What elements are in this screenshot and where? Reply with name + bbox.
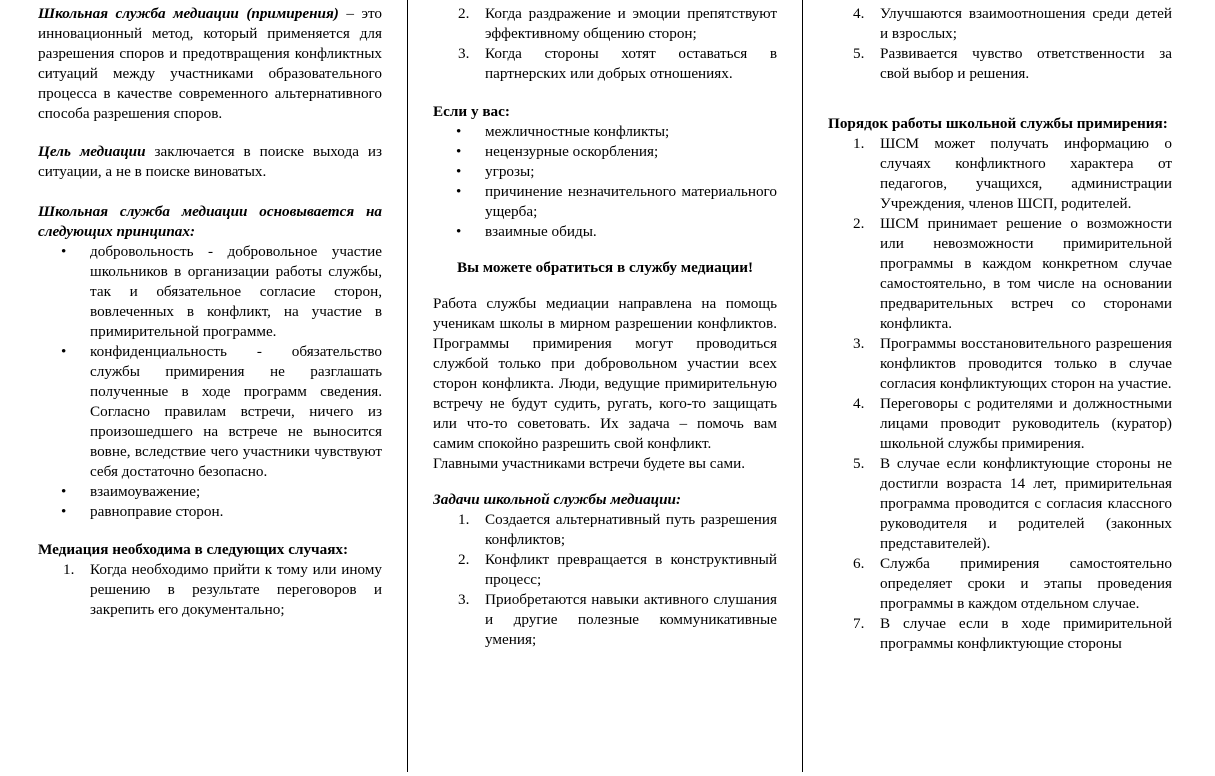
- cases-heading: Медиация необходима в следующих случаях:: [38, 541, 349, 558]
- if-item: [433, 142, 777, 162]
- list-number: 3.: [458, 45, 470, 62]
- list-item-text: конфиденциальность - обязательство службы примирения не разглашать полученные в ходе программ сведения. Согласно правилам встречи, ничего из произошедшего на встрече не выносится вовне, вследствие чего участники чувствуют себя достаточно безопасно.: [90, 343, 382, 480]
- list-item-text: добровольность - добровольное участие школьников в организации работы службы, так и обязательное согласие сторон, вовлеченных в конфликт, на участие в примирительной программе.: [90, 243, 382, 340]
- list-item-text: Когда стороны хотят оставаться в партнерских или добрых отношениях.: [485, 45, 777, 82]
- if-item: [433, 122, 777, 142]
- principle-item: [38, 502, 382, 522]
- bullet-marker: •: [456, 123, 462, 140]
- principles-list: [38, 242, 382, 522]
- list-item-text: Программы восстановительного разрешения конфликтов проводится только в случае согласия конфликтующих сторон на участие.: [880, 335, 1172, 392]
- bullet-marker: •: [456, 143, 462, 160]
- order-item: [828, 334, 1172, 394]
- cases-list-part-2: [433, 4, 777, 84]
- contact-heading: Вы можете обратиться в службу медиации!: [456, 259, 754, 276]
- intro-term: Школьная служба медиации (примирения): [38, 5, 339, 22]
- list-item-text: Улучшаются взаимоотношения среди детей и взрослых;: [880, 5, 1172, 42]
- principle-item: [38, 242, 382, 342]
- if-item: [433, 162, 777, 182]
- case-item: [38, 560, 382, 620]
- intro-text: это инновационный метод, который применяется для разрешения споров и предотвращения конфликтных ситуаций между участниками образовательного процесса в качестве современного альтернативного способа разрешения споров.: [38, 5, 382, 122]
- list-item-text: Создается альтернативный путь разрешения конфликтов;: [485, 511, 777, 548]
- order-heading: Порядок работы школьной службы примирения:: [828, 115, 1168, 132]
- goal-paragraph: [38, 142, 382, 182]
- list-item-text: Служба примирения самостоятельно определяет сроки и этапы проведения программы в каждом отдельном случае.: [880, 555, 1172, 612]
- list-number: 1.: [63, 561, 75, 578]
- list-item-text: В случае если в ходе примирительной программы конфликтующие стороны: [880, 615, 1172, 652]
- principle-item: [38, 342, 382, 482]
- bullet-marker: •: [456, 223, 462, 240]
- bullet-marker: •: [456, 163, 462, 180]
- goal-text: заключается в поиске выхода из ситуации, а не в поиске виноватых.: [38, 143, 382, 180]
- task-item: [433, 590, 777, 650]
- if-item: [433, 222, 777, 242]
- list-number: 1.: [853, 135, 865, 152]
- list-number: 6.: [853, 555, 865, 572]
- list-number: 3.: [458, 591, 470, 608]
- list-number: 3.: [853, 335, 865, 352]
- list-item-text: причинение незначительного материального ущерба;: [485, 183, 777, 220]
- list-item-text: Приобретаются навыки активного слушания и другие полезные коммуникативные умения;: [485, 591, 777, 648]
- intro-paragraph: [38, 4, 382, 124]
- list-item-text: Развивается чувство ответственности за свой выбор и решения.: [880, 45, 1172, 82]
- task-item: [828, 4, 1172, 44]
- list-item-text: взаимные обиды.: [485, 223, 597, 240]
- case-item: [433, 44, 777, 84]
- tasks-list-part-2: [828, 4, 1172, 84]
- list-number: 1.: [458, 511, 470, 528]
- principles-heading: Школьная служба медиации основывается на следующих принципах:: [38, 203, 382, 240]
- task-item: [828, 44, 1172, 84]
- list-number: 4.: [853, 5, 865, 22]
- bullet-marker: •: [61, 343, 67, 360]
- list-number: 2.: [853, 215, 865, 232]
- list-item-text: ШСМ может получать информацию о случаях конфликтного характера от педагогов, учащихся, администрации Учреждения, членов ШСП, родителей.: [880, 135, 1172, 212]
- task-item: [433, 550, 777, 590]
- principle-item: [38, 482, 382, 502]
- list-item-text: угрозы;: [485, 163, 535, 180]
- cases-list-part-1: [38, 560, 382, 620]
- bullet-marker: •: [456, 183, 462, 200]
- brochure-column-2: [433, 0, 777, 776]
- list-number: 2.: [458, 551, 470, 568]
- list-number: 5.: [853, 455, 865, 472]
- if-heading: Если у вас:: [433, 103, 510, 120]
- order-item: [828, 614, 1172, 654]
- bullet-marker: •: [61, 483, 67, 500]
- tasks-heading: Задачи школьной службы медиации:: [433, 491, 682, 508]
- order-item: [828, 214, 1172, 334]
- list-number: 7.: [853, 615, 865, 632]
- list-item-text: нецензурные оскорбления;: [485, 143, 659, 160]
- bullet-marker: •: [61, 503, 67, 520]
- bullet-marker: •: [61, 243, 67, 260]
- if-item: [433, 182, 777, 222]
- order-list: [828, 134, 1172, 654]
- work-paragraph: Работа службы медиации направлена на помощь ученикам школы в мирном разрешении конфликтов. Программы примирения могут проводиться службой только при добровольном участии всех сторон конфликта. Люди, ведущие примирительную встречу не будут судить, ругать, кого-то защищать или что-то советовать. Их задача – помочь вам самим спокойно разрешить свой конфликт.: [433, 295, 777, 452]
- list-item-text: В случае если конфликтующие стороны не достигли возраста 14 лет, примирительная программа проводится с согласия классного руководителя и родителей (законных представителей).: [880, 455, 1172, 552]
- goal-term: Цель медиации: [38, 143, 146, 160]
- order-item: [828, 394, 1172, 454]
- order-item: [828, 554, 1172, 614]
- list-item-text: Конфликт превращается в конструктивный процесс;: [485, 551, 777, 588]
- list-item-text: межличностные конфликты;: [485, 123, 670, 140]
- list-number: 5.: [853, 45, 865, 62]
- list-item-text: Когда необходимо прийти к тому или иному решению в результате переговоров и закрепить его документально;: [90, 561, 382, 618]
- list-item-text: Когда раздражение и эмоции препятствуют эффективному общению сторон;: [485, 5, 777, 42]
- list-item-text: взаимоуважение;: [90, 483, 201, 500]
- order-item: [828, 454, 1172, 554]
- participants-paragraph: Главными участниками встречи будете вы сами.: [433, 455, 745, 472]
- list-item-text: ШСМ принимает решение о возможности или невозможности примирительной программы в каждом конкретном случае самостоятельно, в том числе на основании предварительных встреч со сторонами конфликта.: [880, 215, 1172, 332]
- case-item: [433, 4, 777, 44]
- list-item-text: Переговоры с родителями и должностными лицами проводит руководитель (куратор) школьной службы примирения.: [880, 395, 1172, 452]
- brochure-column-1: [38, 0, 382, 776]
- column-divider-2: [802, 0, 803, 772]
- intro-dash: –: [338, 5, 362, 22]
- task-item: [433, 510, 777, 550]
- tasks-list-part-1: [433, 510, 777, 650]
- list-item-text: равноправие сторон.: [90, 503, 224, 520]
- list-number: 2.: [458, 5, 470, 22]
- if-you-have-list: [433, 122, 777, 242]
- list-number: 4.: [853, 395, 865, 412]
- order-item: [828, 134, 1172, 214]
- brochure-column-3: [828, 0, 1172, 776]
- column-divider-1: [407, 0, 408, 772]
